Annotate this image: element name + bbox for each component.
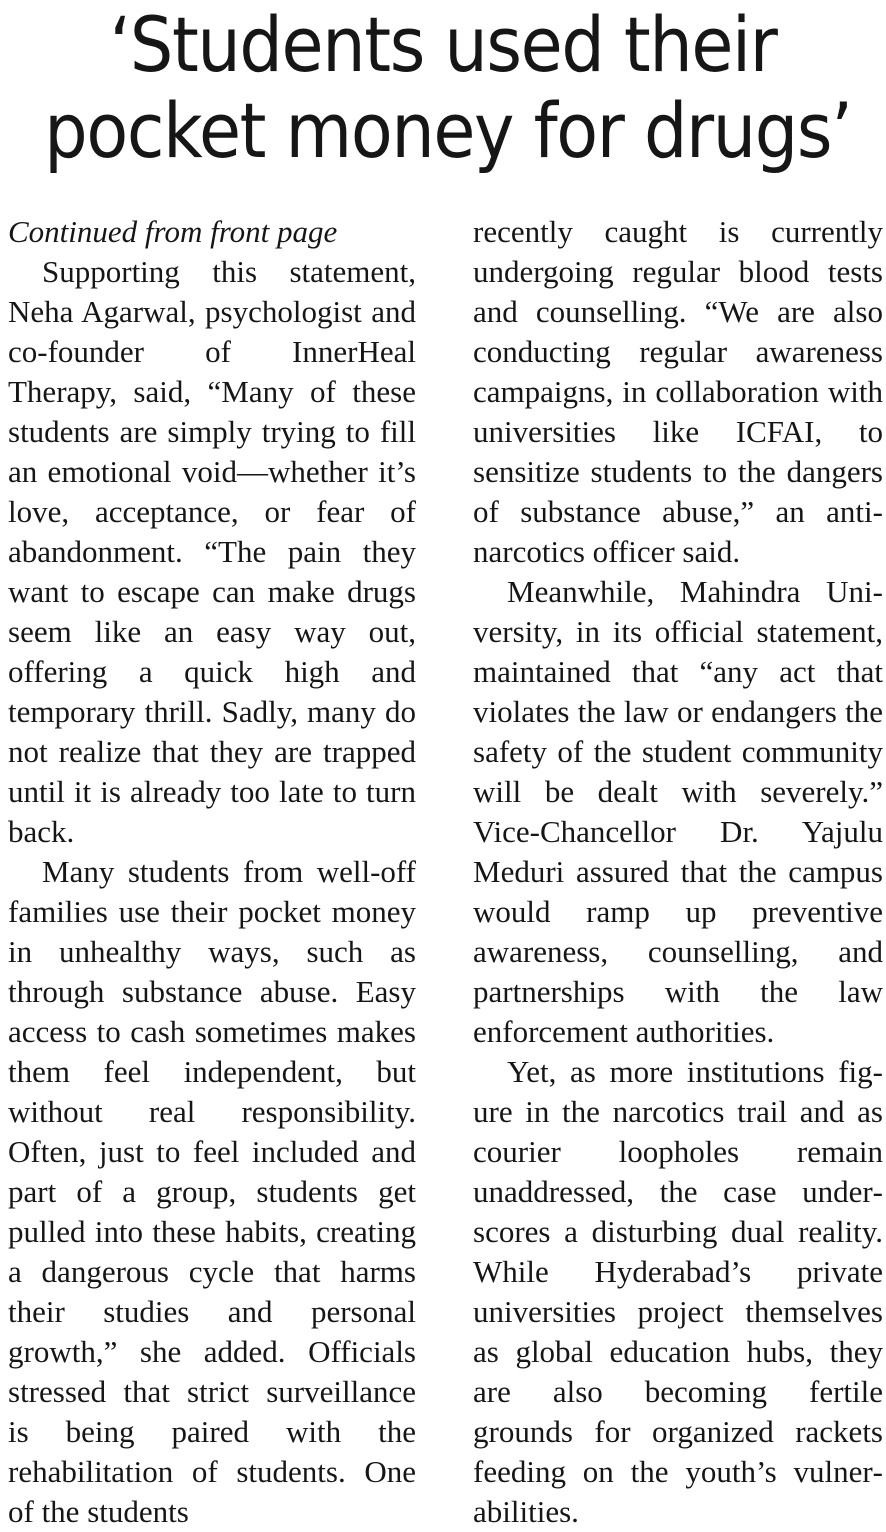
paragraph: Meanwhile, Mahindra University, in its official statement, maintained that “any act that violates the law or endangers the safety of the student community will be dealt with severely.” Vice-Chancellor Dr. Yajulu Meduri assured that the campus would ramp up preventive awareness, counselling, and partnerships with the law enforcement authorities. (473, 574, 883, 1049)
headline-line-2: pocket money for drugs’ (44, 86, 852, 175)
headline-line-1: ‘Students used their (109, 0, 777, 89)
paragraph: Many students from well-off families use their pocket money in unhealthy ways, such as through substance abuse. Easy access to cash sometimes makes them feel independent, but without real responsibility. Often, just to feel included and part of a group, students get pulled into these habits, creating a dangerous cycle that harms their studies and personal growth,” she added. Officials stressed that strict surveillance is being paired with the rehabilitation of students. One of the students (8, 854, 416, 1529)
continued-from-kicker: Continued from front page (8, 214, 338, 249)
headline (44, 0, 852, 175)
paragraph: Yet, as more institutions figure in the narcotics trail and as courier loopholes remain unaddressed, the case underscores a disturbing dual reality. While Hyderabad’s private universities project themselves as global education hubs, they are also becoming fertile grounds for organized rackets feeding on the youth’s vulnerabilities. (473, 1054, 883, 1529)
left-column (8, 212, 416, 1532)
paragraph: recently caught is currently undergoing regular blood tests and counselling. “We are also conducting regular awareness campaigns, in collaboration with universities like ICFAI, to sensitize students to the dangers of substance abuse,” an anti-narcotics officer said. (473, 214, 883, 569)
right-column (473, 212, 883, 1532)
paragraph: Supporting this statement, Neha Agarwal, psychologist and co-founder of InnerHeal Therapy, said, “Many of these students are simply trying to fill an emotional void—whether it’s love, acceptance, or fear of abandonment. “The pain they want to escape can make drugs seem like an easy way out, offering a quick high and temporary thrill. Sadly, many do not realize that they are trapped until it is already too late to turn back. (8, 254, 416, 849)
